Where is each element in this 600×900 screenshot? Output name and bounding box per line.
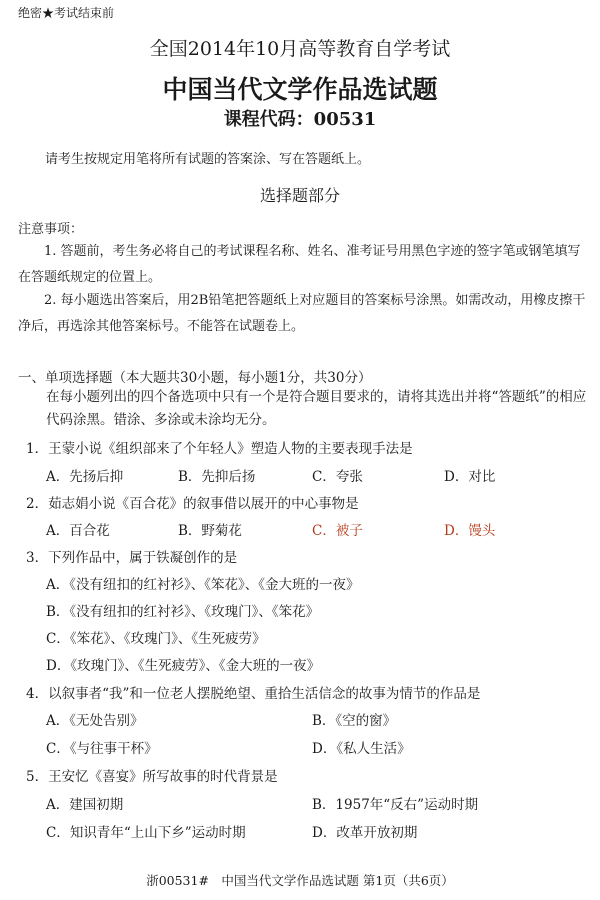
note-item: 2. 每小题选出答案后，用2B铅笔把答题纸上对应题目的答案标号涂黑。如需改动，用橡皮擦干净后，再选涂其他答案标号。不能答在试题卷上。 [18,293,586,334]
question-stem: 2．茹志娟小说《百合花》的叙事借以展开的中心事物是 [26,496,359,512]
paper-title: 中国当代文学作品选试题 [162,75,438,104]
note-item: 1. 答题前，考生务必将自己的考试课程名称、姓名、准考证号用黑色字迹的签字笔或钢笔填写在答题纸规定的位置上。 [18,244,581,285]
part-description: 在每小题列出的四个备选项中只有一个是符合题目要求的，请将其选出并将“答题纸”的相应代码涂黑。错涂、多涂或未涂均无分。 [46,389,587,428]
option: D．《玫瑰门》、《生死疲劳》、《金大班的一夜》 [46,658,321,674]
question-stem: 4．以叙事者“我”和一位老人摆脱绝望、重拾生活信念的故事为情节的作品是 [26,686,481,702]
section-heading: 选择题部分 [259,186,340,205]
course-code: 课程代码：00531 [223,109,377,130]
option: A．《没有纽扣的红衬衫》、《笨花》、《金大班的一夜》 [46,577,360,593]
question-stem: 1．王蒙小说《组织部来了个年轻人》塑造人物的主要表现手法是 [26,441,413,457]
general-instruction: 请考生按规定用笔将所有试题的答案涂、写在答题纸上。 [45,152,371,167]
exam-name: 全国2014年10月高等教育自学考试 [149,38,451,60]
option: D．馒头 [444,523,496,539]
option: B．《没有纽扣的红衬衫》、《玫瑰门》、《笨花》 [46,604,320,620]
question-stem: 3．下列作品中，属于铁凝创作的是 [26,550,238,566]
part-title: 一、单项选择题（本大题共30小题，每小题1分，共30分） [18,370,372,386]
option: B．野菊花 [178,523,242,539]
question-stem: 5．王安忆《喜宴》所写故事的时代背景是 [26,769,278,785]
notes-label: 注意事项： [18,222,84,237]
option: A．百合花 [46,523,110,539]
option: C．《笨花》、《玫瑰门》、《生死疲劳》 [46,631,266,647]
page-footer: 浙00531# 中国当代文学作品选试题 第1页（共6页） [146,873,454,888]
option: C．被子 [312,523,363,539]
option: A．《无处告别》 [46,713,144,729]
option: C．夸张 [312,469,363,485]
option: C．《与往事干杯》 [46,741,158,757]
option: D．《私人生活》 [312,741,411,757]
confidential-mark: 绝密★考试结束前 [18,6,115,20]
option: B．《空的窗》 [312,713,397,729]
option: C．知识青年“上山下乡”运动时期 [46,825,246,841]
option: A．建国初期 [46,797,124,813]
option: D．对比 [444,469,496,485]
option: D．改革开放初期 [312,825,418,841]
option: B．1957年“反右”运动时期 [312,797,479,813]
option: A．先扬后抑 [46,469,124,485]
option: B．先抑后扬 [178,469,256,485]
